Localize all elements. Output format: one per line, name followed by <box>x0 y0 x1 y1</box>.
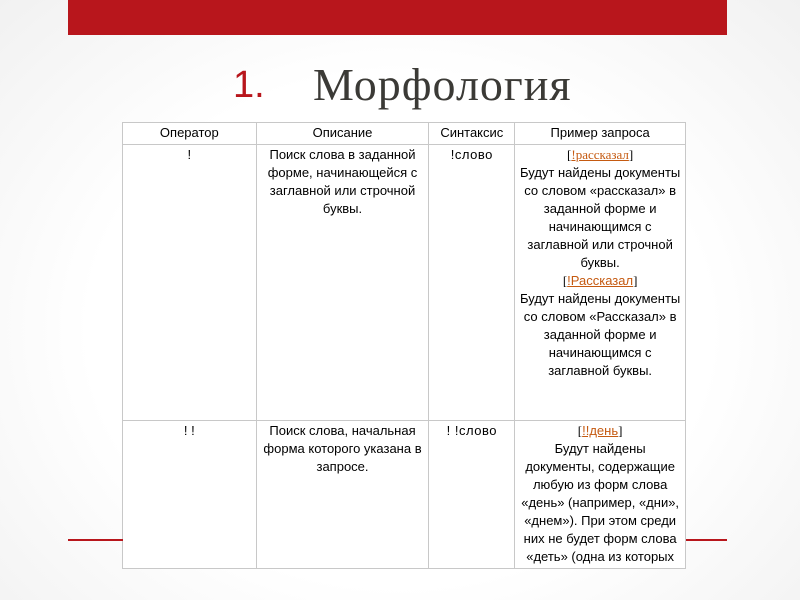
example-link[interactable]: !Рассказал <box>567 273 634 288</box>
title-text: Морфология <box>313 59 572 110</box>
example-query: [!!день] <box>577 423 623 438</box>
example-link[interactable]: !рассказал <box>571 147 629 162</box>
bottom-rule-right <box>686 539 727 541</box>
table-row <box>123 145 686 421</box>
cell-operator: ! <box>123 145 257 421</box>
example-query: [!Рассказал] <box>562 273 638 288</box>
title-number: 1. <box>233 64 265 106</box>
cell-description: Поиск слова в заданной форме, начинающейся с заглавной или строчной буквы. <box>256 145 429 421</box>
top-accent-bar <box>68 0 727 35</box>
cell-operator: ! ! <box>123 421 257 569</box>
cell-example <box>515 421 686 569</box>
example-explanation: Будут найдены документы со словом «рассказал» в заданной форме и начинающимся с заглавной или строчной буквы. <box>520 165 681 270</box>
cell-description: Поиск слова, начальная форма которого указана в запросе. <box>256 421 429 569</box>
header-syntax: Синтаксис <box>429 123 515 145</box>
example-explanation: Будут найдены документы, содержащие любую из форм слова «день» (например, «дни», «днем»). При этом среди них не будет форм слова «деть» (одна из которых <box>521 441 680 564</box>
table-row <box>123 421 686 569</box>
cell-syntax: ! !слово <box>429 421 515 569</box>
table-header-row <box>123 123 686 145</box>
example-query: [!рассказал] <box>567 147 634 162</box>
example-explanation: Будут найдены документы со словом «Рассказал» в заданной форме и начинающимся с заглавной буквы. <box>520 291 681 378</box>
cell-syntax: !слово <box>429 145 515 421</box>
cell-example <box>515 145 686 421</box>
header-operator: Оператор <box>123 123 257 145</box>
example-link[interactable]: !!день <box>582 423 619 438</box>
bottom-rule-left <box>68 539 123 541</box>
header-example: Пример запроса <box>515 123 686 145</box>
morphology-table <box>122 122 686 569</box>
header-description: Описание <box>256 123 429 145</box>
